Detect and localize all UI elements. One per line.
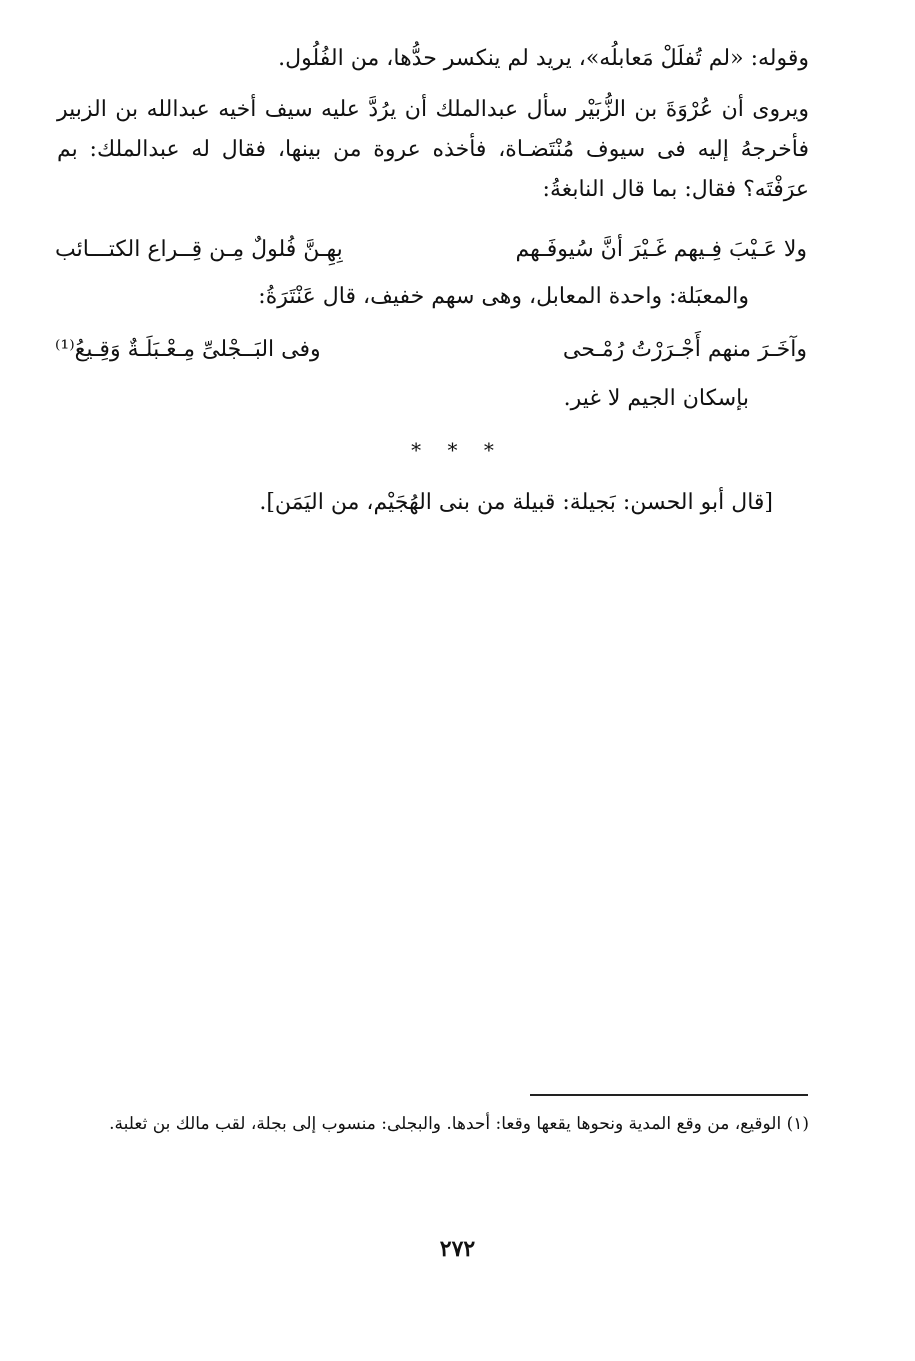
page-number: ٢٧٢ [439,1236,476,1262]
section-separator-asterisks: * * * [411,438,504,462]
verse-antara-second-hemistich: وفى البَــجْلىِّ مِـعْـبَلَـةٌ وَقِـيعُ⁽¹⁾ [55,337,321,362]
verse-nabigha-first-hemistich: ولا عَـيْبَ فِـيهم غَـيْرَ أنَّ سُيوفَـهم [515,237,807,262]
verse-nabigha [55,230,807,270]
footnote: (١) الوقيع، من وقع المدية ونحوها يقعها وقعا: أحدها. والبجلى: منسوب إلى بجلة، لقب مالك بن ثعلبة. [109,1114,809,1134]
paragraph-falul: وقوله: «لم تُفلَلْ مَعابلُه»، يريد لم ينكسر حدُّها، من الفُلُول. [278,46,809,71]
verse-nabigha-second-hemistich: بِهِـنَّ فُلولٌ مِـن قِــراع الكتـــائب [55,237,343,262]
bracketed-note-abu-al-hasan: [قال أبو الحسن: بَجيلة: قبيلة من بنى الهُجَيْم، من اليَمَن]. [259,490,773,515]
paragraph-mibala-definition: والمعبَلة: واحدة المعابل، وهى سهم خفيف، قال عَنْتَرَةُ: [258,284,749,309]
paragraph-jim-note: بإسكان الجيم لا غير. [563,386,749,411]
verse-antara-first-hemistich: وآخَـرَ منهم أَجْـرَرْتُ رُمْـحى [562,337,807,362]
verse-antara [55,330,807,370]
paragraph-urwa-anecdote: ويروى أن عُرْوَةَ بن الزُّبَيْر سأل عبدالملك أن يرُدَّ عليه سيف أخيه عبدالله بن الزبير فأخرجهُ إليه فى سيوف مُنْتَضـاة، فأخذه عروة من بينها، فقال له عبدالملك: بم عرَفْتَه؟ فقال: بما قال النابغةُ: [57,97,809,202]
footnote-divider [530,1094,808,1096]
